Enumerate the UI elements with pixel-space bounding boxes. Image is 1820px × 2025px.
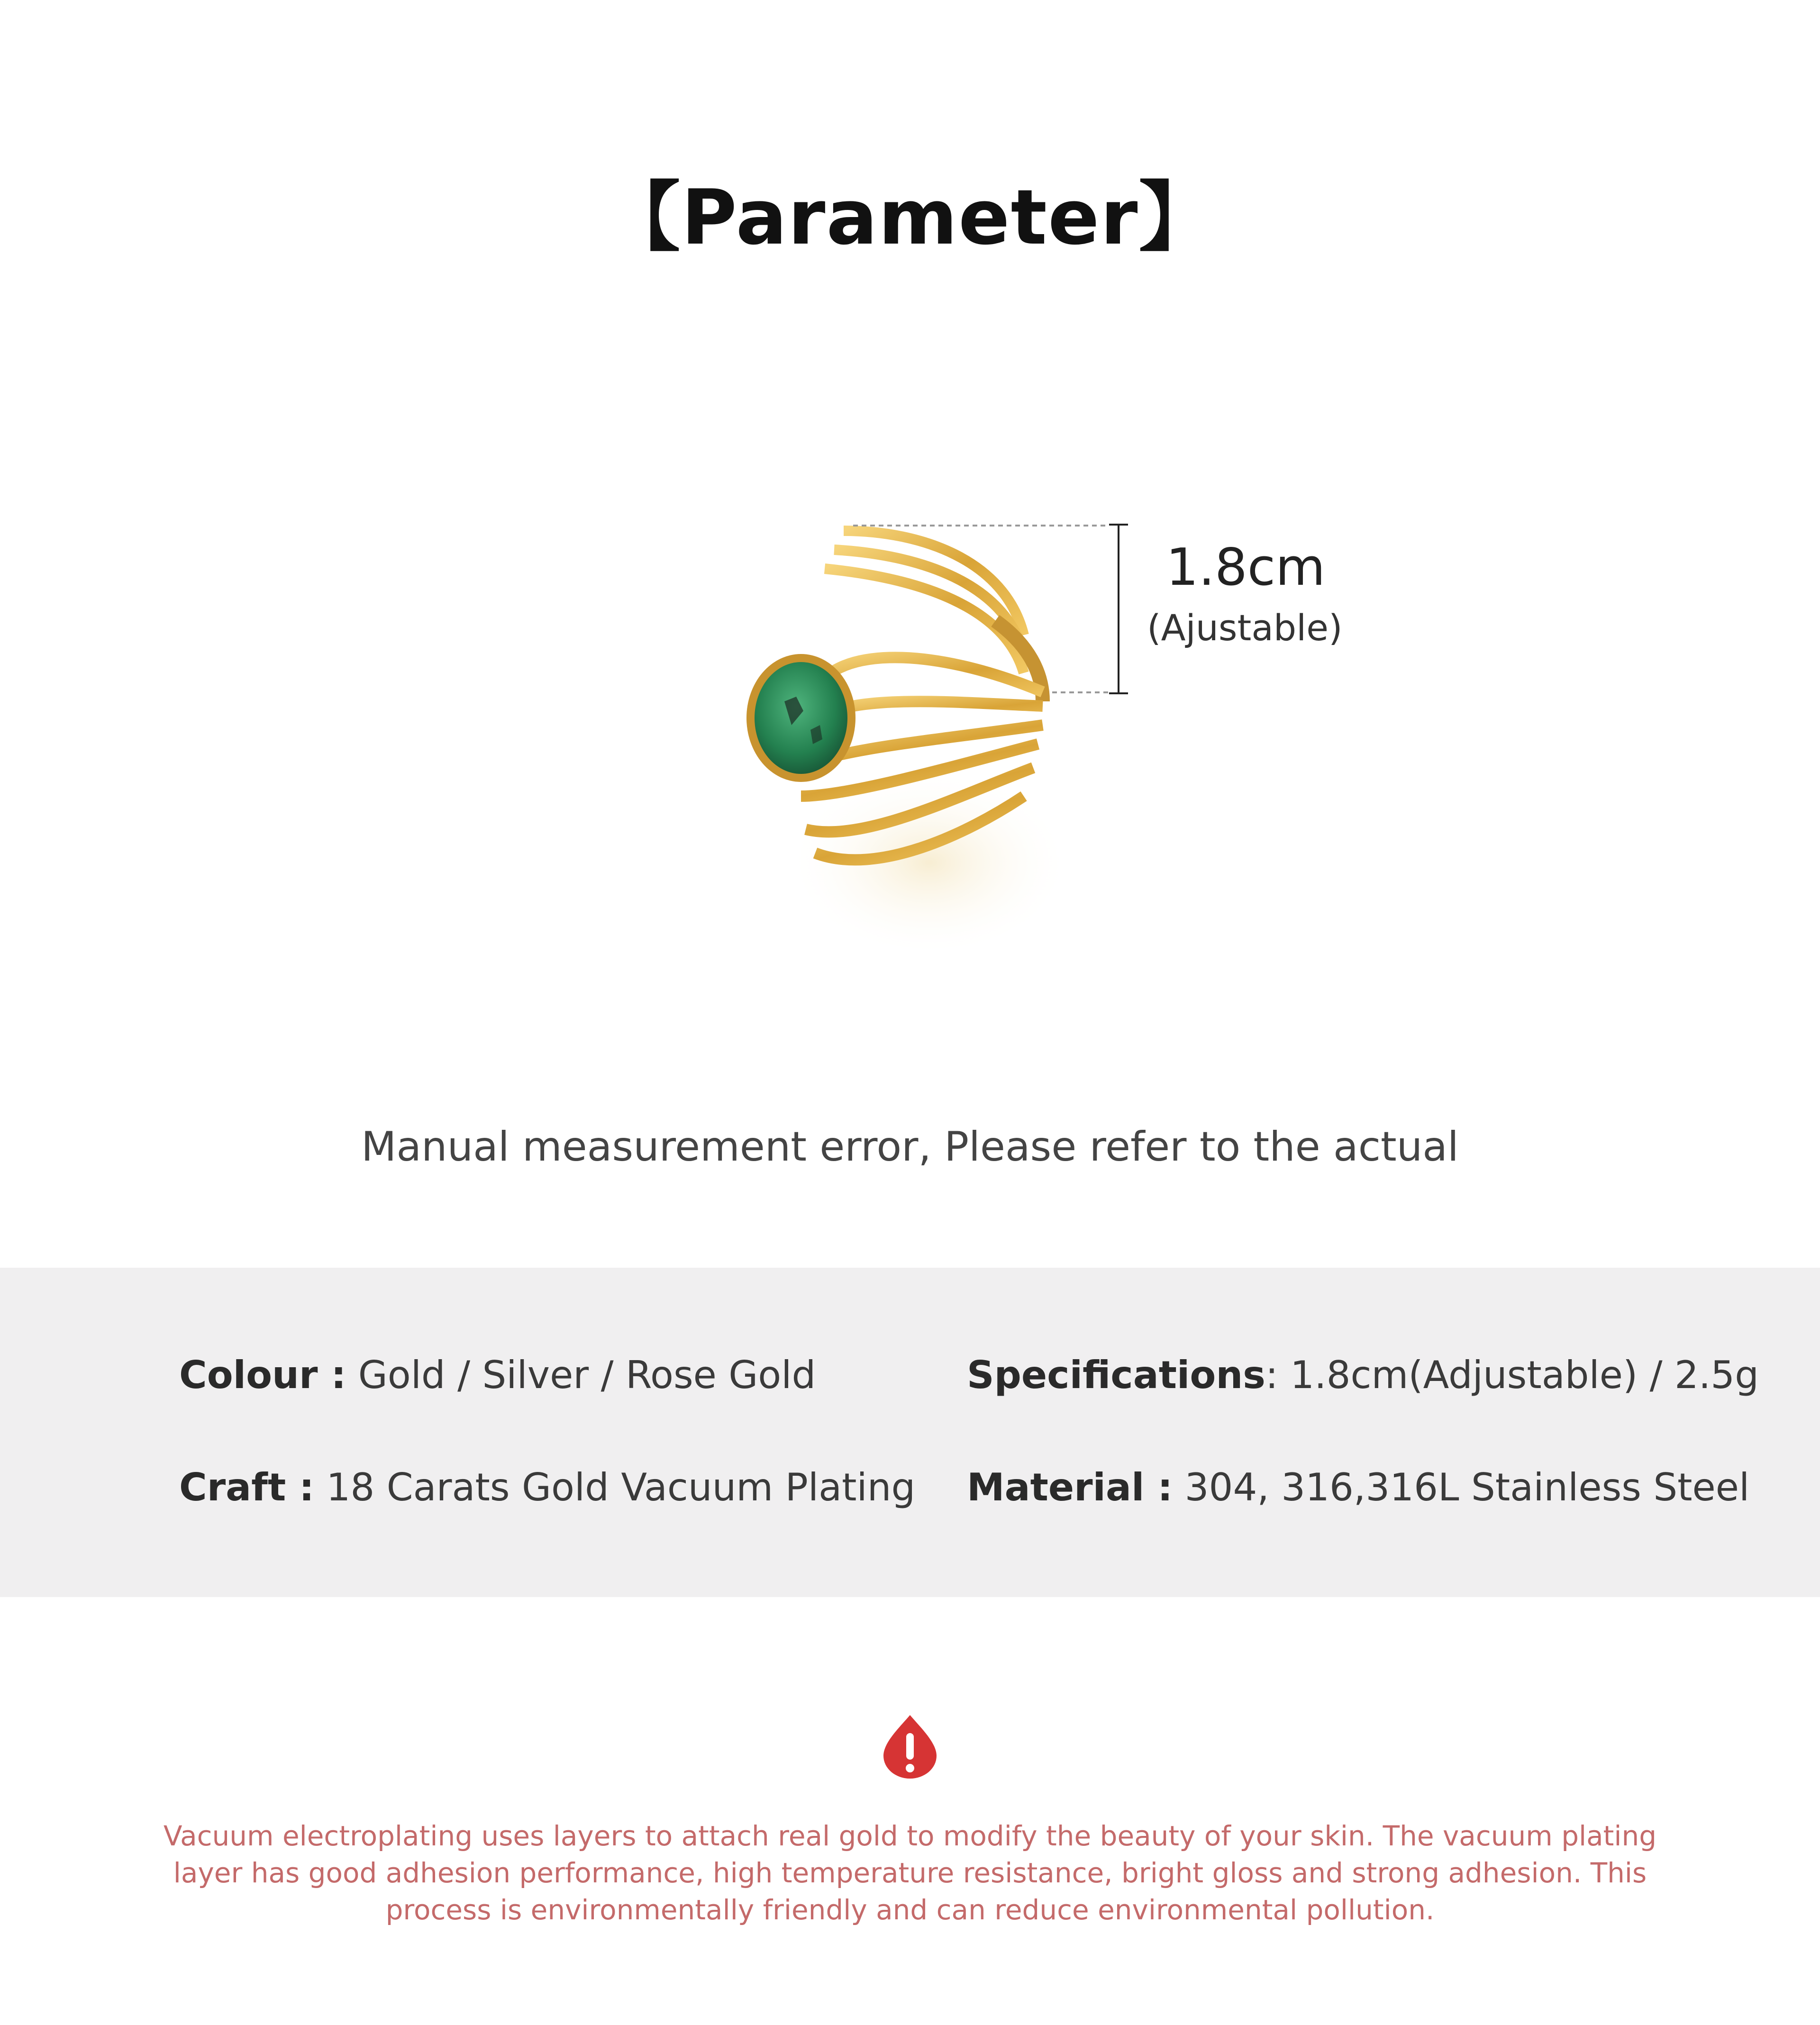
measurement-note: Manual measurement error, Please refer to the actual: [361, 1123, 1459, 1171]
spec-colour-label: Colour :: [179, 1353, 346, 1397]
dimension-note: (Ajustable): [1147, 607, 1343, 649]
spec-band: [0, 1268, 1820, 1597]
spec-craft-value: 18 Carats Gold Vacuum Plating: [326, 1465, 916, 1509]
spec-colour: [179, 1353, 816, 1397]
spec-craft-label: Craft :: [179, 1465, 315, 1509]
spec-craft: [179, 1465, 915, 1509]
spec-material: [967, 1465, 1749, 1509]
dimension-guides: [853, 524, 1119, 694]
exclamation-drop-icon: [881, 1713, 939, 1780]
plating-notice: Vacuum electroplating uses layers to attach real gold to modify the beauty of your skin. The vacuum plating layer has good adhesion performance, high temperature resistance, bright gloss and strong adhesion. This process is environmentally friendly and can reduce environmental pollution.: [163, 1820, 1657, 1926]
spec-specifications-value: : 1.8cm(Adjustable) / 2.5g: [1265, 1353, 1759, 1397]
spec-specifications: [967, 1353, 1759, 1397]
spec-material-value: 304, 316,316L Stainless Steel: [1184, 1465, 1750, 1509]
spec-material-label: Material :: [967, 1465, 1173, 1509]
dimension-value: 1.8cm: [1166, 538, 1326, 597]
page-title: 【Parameter】: [604, 173, 1216, 262]
spec-specifications-label: Specifications: [967, 1353, 1265, 1397]
spec-colour-value: Gold / Silver / Rose Gold: [358, 1353, 816, 1397]
